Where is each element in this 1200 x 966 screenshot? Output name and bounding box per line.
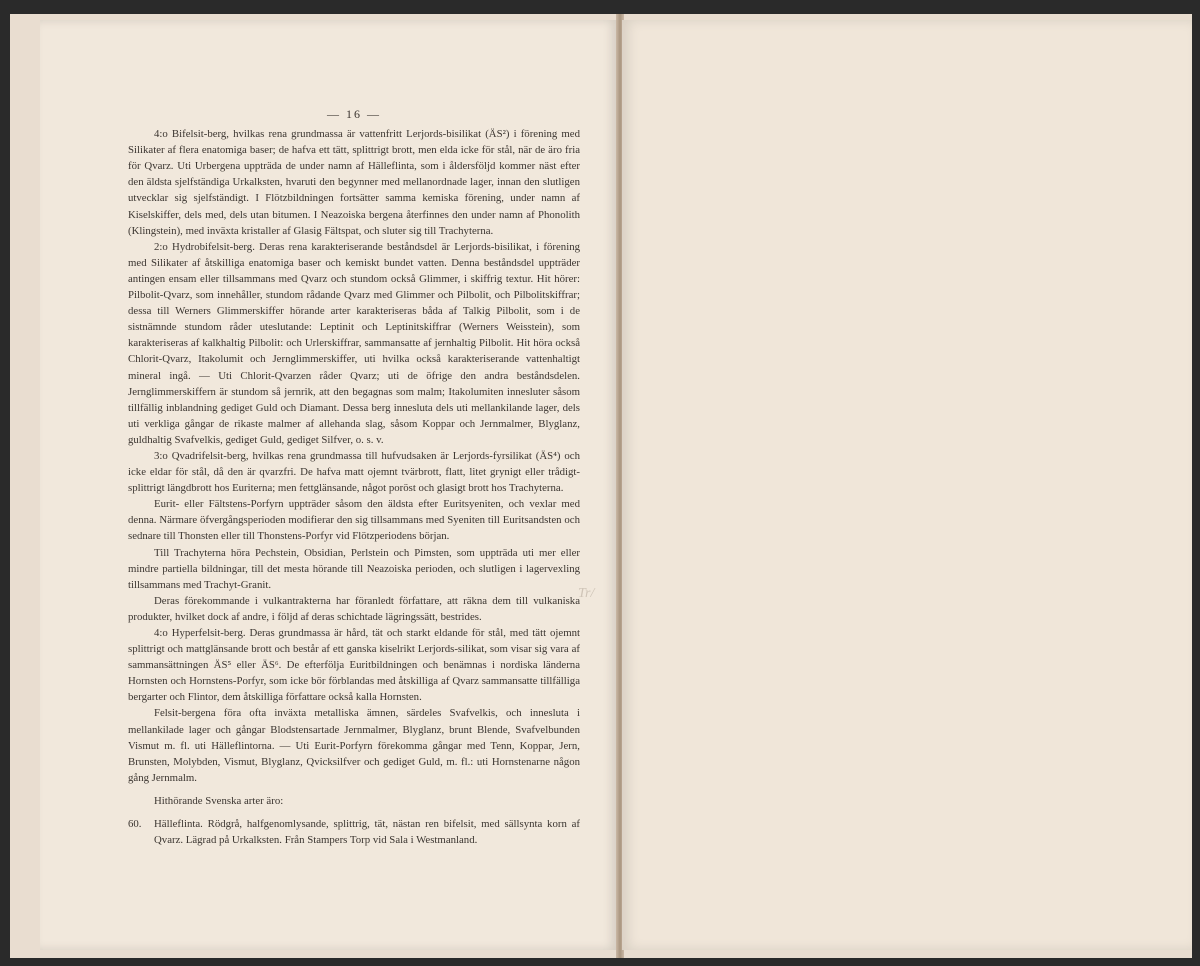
list-entry [128,816,580,848]
spacer [128,786,580,793]
list-intro: Hithörande Svenska arter äro: [154,794,284,807]
entry-number: 60. [128,818,142,831]
paragraph-eurit-porfyr: Eurit- eller Fältstens-Porfyrn uppträder såsom den äldsta efter Euritsyeniten, och vexlar med denna. Närmare öfvergångsperioden modifierar den sig tillsammans med Syeniten till Euritsandsten och sednare till Thonsten eller till Thonstens-Porfyr vid Flötzperiodens början. [128,498,580,543]
book-spread [10,14,1192,958]
page-header: — 16 — [327,107,381,121]
page-text-block [128,106,580,848]
paragraph-hyperfelsit: 4:o Hyperfelsit-berg. Deras grundmassa är hård, tät och starkt eldande för stål, med tätt ojemnt splittrigt och mattglänsande brott och består af ett ganska kiselrikt Lerjords-silikat, som visar sig vara af sammansättningen ÄS⁵ eller ÄS⁶. De efterfölja Euritbildningen och benämnas i nordiska länderna Hornsten och Hornstens-Porfyr, som icke bör förblandas med åtskilliga af Qvarz sammansatte tillfälliga bergarter och Flintor, dem åtskilliga författare också kalla Hornsten. [128,627,580,704]
paragraph-vulkantrakter: Deras förekommande i vulkantrakterna har föranledt författare, att räkna dem till vulkaniska produkter, hvilket dock af andre, i följd af deras schichtade lägringssätt, bestrides. [128,594,580,623]
paragraph-bifelsit: 4:o Bifelsit-berg, hvilkas rena grundmassa är vattenfritt Lerjords-bisilikat (ÄS²) i förening med Silikater af flera enatomiga baser; de hafva ett tätt, splittrigt brott, men elda icke för stål, när de äro fria för Qvarz. Uti Urbergena uppträda de under namn af Hälleflinta, som i åldersföljd kommer näst efter den äldsta sjelfständiga Urkalksten, hvaruti den begynner med mellanordnade lager, innan den slutligen utvecklar sig sjelfständigt. I Flötzbildningen fortsätter samma kemiska förening, under namn af Kiselskiffer, dels med, dels utan bitumen. I Neazoiska bergena återfinnes den under namn af Phonolith (Klingstein), med inväxta kristaller af Glasig Fältspat, och sluter sig till Trachyterna. [128,128,580,237]
spacer [128,809,580,816]
entry-text: Hälleflinta. Rödgrå, halfgenomlysande, splittrig, tät, nästan ren bifelsit, med sällsynta korn af Qvarz. Lägrad på Urkalksten. Från Stampers Torp vid Sala i Westmanland. [154,818,580,847]
paragraph-hydrobifelsit: 2:o Hydrobifelsit-berg. Deras rena karakteriserande beståndsdel är Lerjords-bisilikat, i förening med Silikater af åtskilliga enatomiga baser och kemiskt bundet vatten. Denna beståndsdel uppträder antingen ensam eller tillsammans med Qvarz och stundom också Glimmer, i skiffrig textur. Hit hörer: Pilbolit-Qvarz, som innehåller, stundom rådande Qvarz med Glimmer och Pilbolit, och Pilbolitskiffrar; dessa till Werners Glimmerskiffer hörande arter karakteriseras båda af Talkig Pilbolit, som i de sistnämnde stundom råder uteslutande: Leptinit och Leptinitskiffrar (Werners Weisstein), som karakteriseras af kalkhaltig Pilbolit: och Urlerskiffrar, sammansatte af jernhaltig Pilbolit. Hit höra också Chlorit-Qvarz, Itakolumit och Jernglimmerskiffer, uti hvilka också karakteriserande vattenhaltigt mineral ingå. — Uti Chlorit-Qvarzen råder Qvarz; uti de öfrige den andra beståndsdelen. Jernglimmerskiffern är stundom så jernrik, att den begagnas som malm; Itakolumiten innesluter såsom tillfällig inblandning gediget Guld och Diamant. Dessa berg innesluta dels uti mellankilande lager, dels uti verkliga gångar de rikaste malmer af allehanda slag, såsom Koppar och Jernmalmer, Blyglanz, guldhaltig Svafvelkis, gediget Guld, gediget Silfver, o. s. v. [128,240,580,446]
stray-pencil-mark: Tr/ [578,586,595,601]
paragraph-felsit-bergena: Felsit-bergena föra ofta inväxta metalliska ämnen, särdeles Svafvelkis, och innesluta i mellankilade lager och gångar Blodstensartade Jernmalmer, Blyglanz, brunt Blende, Svafvelbunden Vismut m. fl. uti Hälleflintorna. — Uti Eurit-Porfyrn förekomma gångar med Tenn, Koppar, Jern, Brunsten, Molybden, Vismut, Blyglanz, Qvicksilfver och gediget Guld, m. fl.: uti Hornstenarne någon gång Jernmalm. [128,707,580,784]
paragraph-qvadrifelsit: 3:o Qvadrifelsit-berg, hvilkas rena grundmassa till hufvudsaken är Lerjords-fyrsilikat (ÄS⁴) och icke eldar för stål, då den är qvarzfri. De hafva matt ojemnt tvärbrott, flatt, litet grynigt eller trådigt-splittrigt längdbrott hos Euriterna; men fettglänsande, något poröst och glasigt brott hos Trachyterna. [128,449,580,495]
right-page-blank [622,20,1192,950]
paragraph-trachyter: Till Trachyterna höra Pechstein, Obsidian, Perlstein och Pimsten, som uppträda uti mer eller mindre partiella bildningar, till det mesta hörande till Neazoiska perioden, och slutligen i lagervexling tillsammans med Trachyt-Granit. [128,546,580,591]
